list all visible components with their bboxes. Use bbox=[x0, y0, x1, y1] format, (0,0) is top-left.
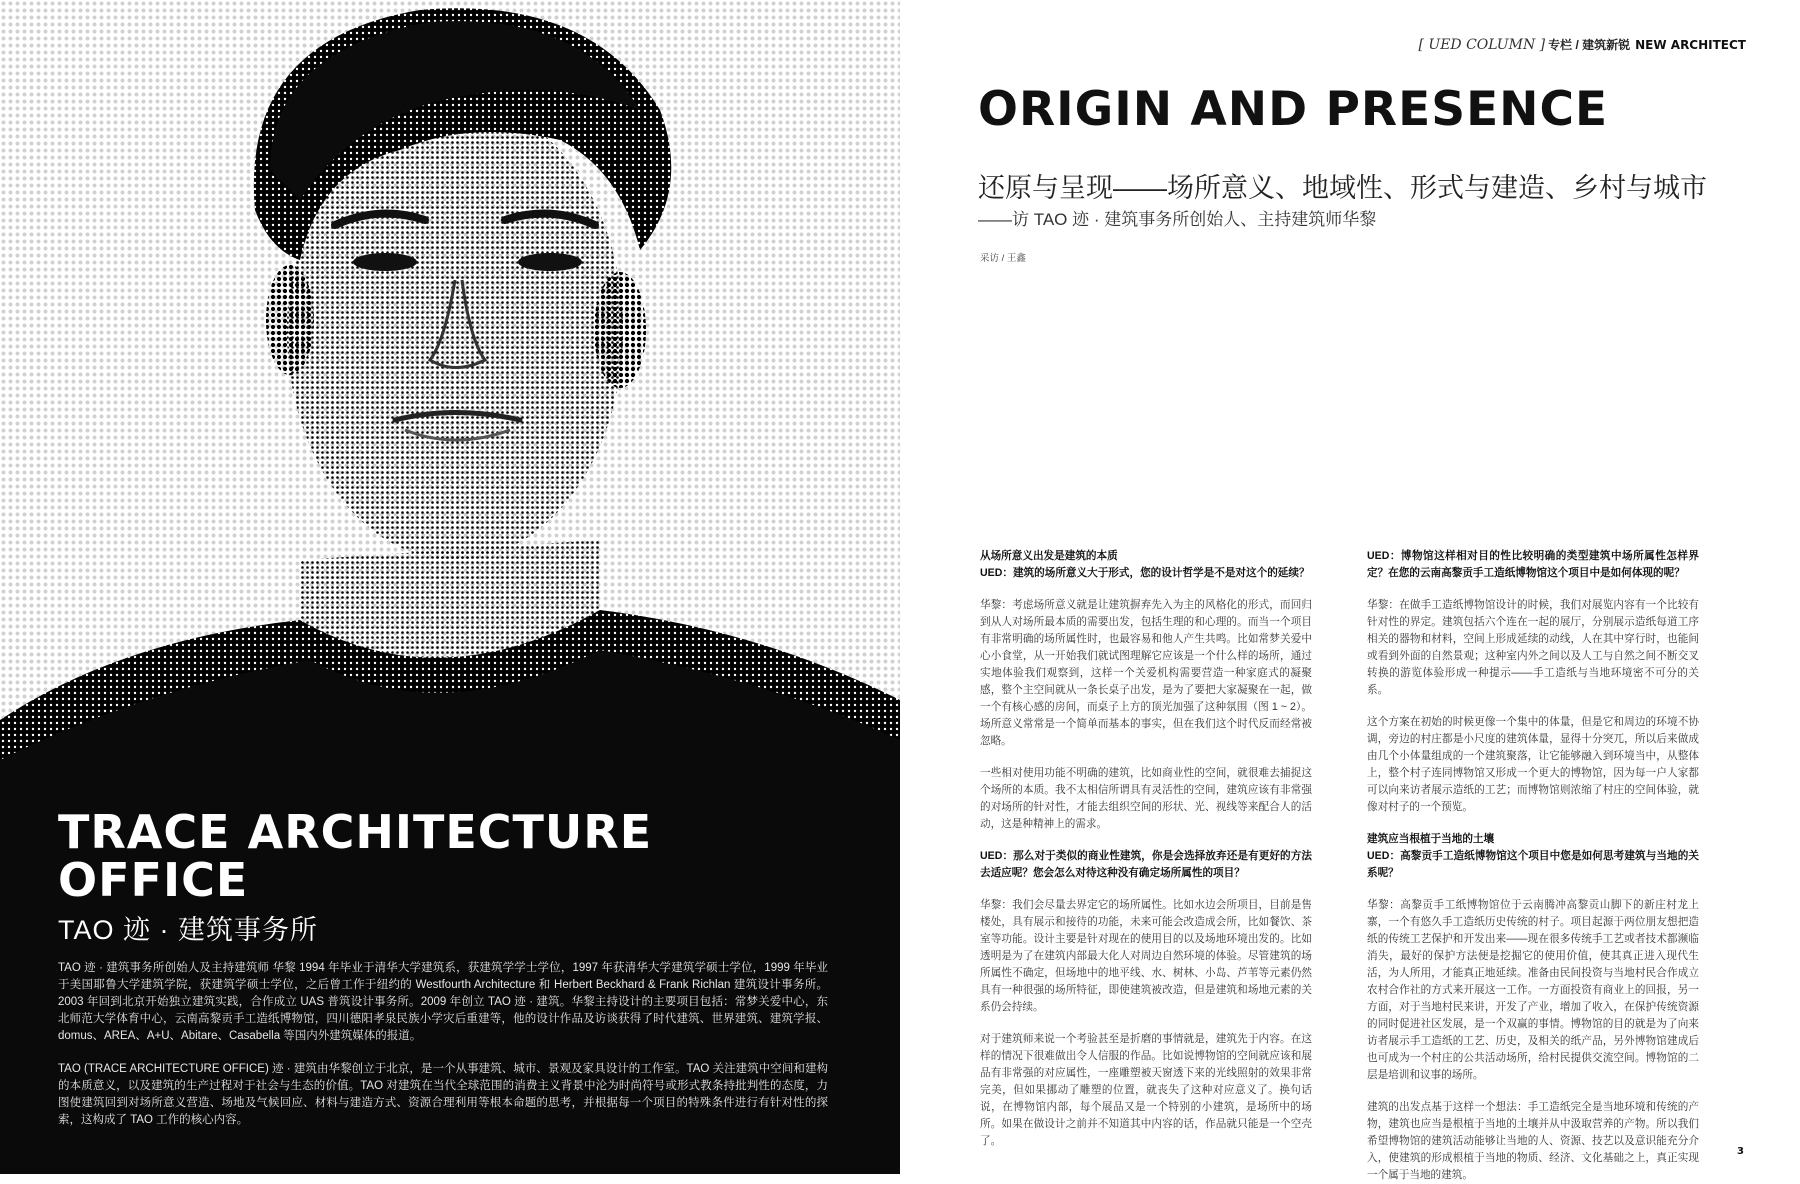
studio-description-paragraph: TAO (TRACE ARCHITECTURE OFFICE) 迹 · 建筑由华黎创立于北京，是一个从事建筑、城市、景观及家具设计的工作室。TAO 关注建筑中空间和建构的本质意义，以及建筑的生产过程对于社会与生态的价值。TAO 对建筑在当代全球范围的消费主义背景中沦为时尚符号或形式教条持批判性的态度，力图使建筑回到对场所意义营造、场地及气候回应、材料与建造方式、资源合理利用等根本命题的思考，并根据每一个项目的特殊条件进行有针对性的探索，这构成了 TAO 工作的核心内容。 bbox=[58, 1063, 828, 1126]
column-category-cn: 专栏 / 建筑新锐 bbox=[1548, 38, 1631, 52]
article-byline: 采访 / 王鑫 bbox=[980, 253, 1026, 264]
column-header bbox=[1418, 36, 1746, 53]
interview-answer: 对于建筑师来说一个考验甚至是折磨的事情就是，建筑先于内容。在这样的情况下很难做出令人信服的作品。比如说博物馆的空间就应该和展品有非常强的对应属性，一座雕塑被天窗透下来的光线照射的效果非常完美，但如果挪动了雕塑的位置，就丧失了这种对应意义了。换句话说，在博物馆内部，每个展品又是一个特别的小建筑，是场所中的场所。如果在做设计之前并不知道其中内容的话，作品就只能是一个空壳了。 bbox=[980, 1033, 1312, 1147]
interview-answer: 建筑的出发点基于这样一个想法：手工造纸完全是当地环境和传统的产物，建筑也应当是根植于当地的土壤并从中汲取营养的产物。所以我们希望博物馆的建筑活动能够让当地的人、资源、技艺以及意识能充分介入，使建筑的形成根植于当地的物质、经济、文化基础之上，真正实现一个属于当地的建筑。 bbox=[1367, 1101, 1699, 1181]
interview-answer: 华黎：我们会尽量去界定它的场所属性。比如水边会所项目，目前是售楼处，具有展示和接待的功能，未来可能会改造成会所，比如餐饮、茶室等功能。设计主要是针对现在的使用目的以及场地环境出发的。比如透明是为了在建筑内部最大化人对周边自然环境的体验。尽管建筑的场所属性不确定，但场地中的地平线、水、树林、小岛、芦苇等元素仍然具有一种很强的场所特征，即使建筑被改造，但是建筑和场地元素的关系仍会持续。 bbox=[980, 899, 1312, 1013]
article-subheadline: ——访 TAO 迹 · 建筑事务所创始人、主持建筑师华黎 bbox=[978, 210, 1377, 229]
interview-question: UED：博物馆这样相对目的性比较明确的类型建筑中场所属性怎样界定？在您的云南高黎贡手工造纸博物馆这个项目中是如何体现的呢？ bbox=[1367, 550, 1699, 579]
page-number: 3 bbox=[1737, 1146, 1744, 1157]
studio-title-line2: OFFICE bbox=[58, 853, 249, 907]
interview-answer: 这个方案在初始的时候更像一个集中的体量，但是它和周边的环境不协调，旁边的村庄都是小尺度的建筑体量，显得十分突兀，所以后来做成由几个小体量组成的一个建筑聚落，让它能够融入到环境当中，从整体上，整个村子连同博物馆又形成一个更大的博物馆，因为每一户人家都可以向来访者展示造纸的工艺；而博物馆则浓缩了村庄的空间体验，就像对村子的一个预览。 bbox=[1367, 716, 1699, 813]
studio-title-line1: TRACE ARCHITECTURE bbox=[58, 805, 653, 859]
section-title: 建筑应当根植于当地的土壤 bbox=[1367, 833, 1495, 845]
studio-title-cn: TAO 迹 · 建筑事务所 bbox=[58, 915, 318, 945]
interview-answer: 华黎：在做手工造纸博物馆设计的时候，我们对展览内容有一个比较有针对性的界定。建筑包括六个连在一起的展厅，分别展示造纸每道工序相关的器物和材料，空间上形成延续的动线，人在其中穿行时，也能间或看到外面的自然景观；这种室内外之间以及人工与自然之间不断交叉转换的游览体验形成一种提示——手工造纸与当地环境密不可分的关系。 bbox=[1367, 599, 1699, 696]
interview-answer: 一些相对使用功能不明确的建筑，比如商业性的空间，就很难去捕捉这个场所的本质。我不太相信所谓具有灵活性的空间，建筑应该有非常强的对场所的针对性，才能去组织空间的形状、光、视线等来配合人的活动，这是种精神上的需求。 bbox=[980, 767, 1312, 830]
article-headline: ORIGIN AND PRESENCE bbox=[978, 82, 1609, 137]
left-page-photo-spread bbox=[0, 0, 900, 1174]
interview-question: UED：建筑的场所意义大于形式，您的设计哲学是不是对这个的延续？ bbox=[980, 567, 1310, 579]
interview-answer: 华黎：高黎贡手工纸博物馆位于云南腾冲高黎贡山脚下的新庄村龙上寨，一个有悠久手工造纸历史传统的村子。项目起源于两位朋友想把造纸的传统工艺保护和开发出来——现在很多传统手工艺或者技术都濒临消失，最好的保护方法便是挖掘它的使用价值，使其真正进入现代生活，为人所用，才能真正地延续。准备由民间投资与当地村民合作成立农村合作社的方式来开展这一工作。一方面投资有商业上的回报，另一方面，对于当地村民来讲，开发了产业，增加了收入，在保护传统资源的同时促进社区发展，是一个双赢的事情。博物馆的目的就是为了向来访者展示手工造纸的工艺、历史，及相关的纸产品，另外博物馆建成后也可成为一个村庄的公共活动场所，给村民提供交流空间。博物馆的二层是培训和议事的场所。 bbox=[1367, 899, 1699, 1081]
interview-answer: 华黎：考虑场所意义就是让建筑摒弃先入为主的风格化的形式，而回归到从人对场所最本质的需要出发，包括生理的和心理的。而当一个项目有非常明确的场所属性时，也最容易和他人产生共鸣。比如常梦关爱中心小食堂，从一开始我们就试图理解它应该是一个什么样的场所，通过实地体验我们观察到，这样一个关爱机构需要营造一种家庭式的凝聚感，整个主空间就从一条长桌子出发，是为了要把大家凝聚在一起，做一个有核心感的房间，而桌子上方的顶光加强了这种氛围（图 1 ~ 2）。场所意义常常是一个简单而基本的事实，但在我们这个时代反而经常被忽略。 bbox=[980, 599, 1312, 747]
article-headline-cn: 还原与呈现——场所意义、地域性、形式与建造、乡村与城市 bbox=[978, 173, 1707, 203]
section-title: 从场所意义出发是建筑的本质 bbox=[980, 550, 1118, 562]
interview-question: UED：那么对于类似的商业性建筑，你是会选择放弃还是有更好的方法去适应呢？您会怎么对待这种没有确定场所属性的项目？ bbox=[980, 850, 1312, 879]
interview-question: UED：高黎贡手工造纸博物馆这个项目中您是如何思考建筑与当地的关系呢？ bbox=[1367, 850, 1699, 879]
column-category-en: NEW ARCHITECT bbox=[1635, 38, 1746, 52]
studio-title-en bbox=[58, 805, 828, 907]
studio-intro-block bbox=[58, 805, 828, 1129]
right-page-article bbox=[900, 0, 1800, 1181]
article-column-right bbox=[1367, 548, 1699, 1184]
column-label: [ UED COLUMN ] bbox=[1418, 37, 1546, 53]
studio-bio-paragraph: TAO 迹 · 建筑事务所创始人及主持建筑师 华黎 1994 年毕业于清华大学建筑系，获建筑学学士学位，1997 年获清华大学建筑学硕士学位，1999 年毕业于美国耶鲁大学建筑学院，获建筑学硕士学位，之后曾工作于纽约的 Westfourth Architecture 和 Herbert Beckhard & Frank Richlan 建筑设计事务所。2003 年回到北京开始独立建筑实践，合作成立 UAS 普筑设计事务所。2009 年创立 TAO 迹 · 建筑。华黎主持设计的主要项目包括：常梦关爱中心，东北师范大学体育中心，云南高黎贡手工造纸博物馆，四川德阳孝泉民族小学灾后重建等，他的设计作品及访谈获得了时代建筑、世界建筑、建筑学报、domus、AREA、A+U、Abitare、Casabella 等国内外建筑媒体的报道。 bbox=[58, 962, 828, 1042]
article-column-left bbox=[980, 548, 1312, 1150]
